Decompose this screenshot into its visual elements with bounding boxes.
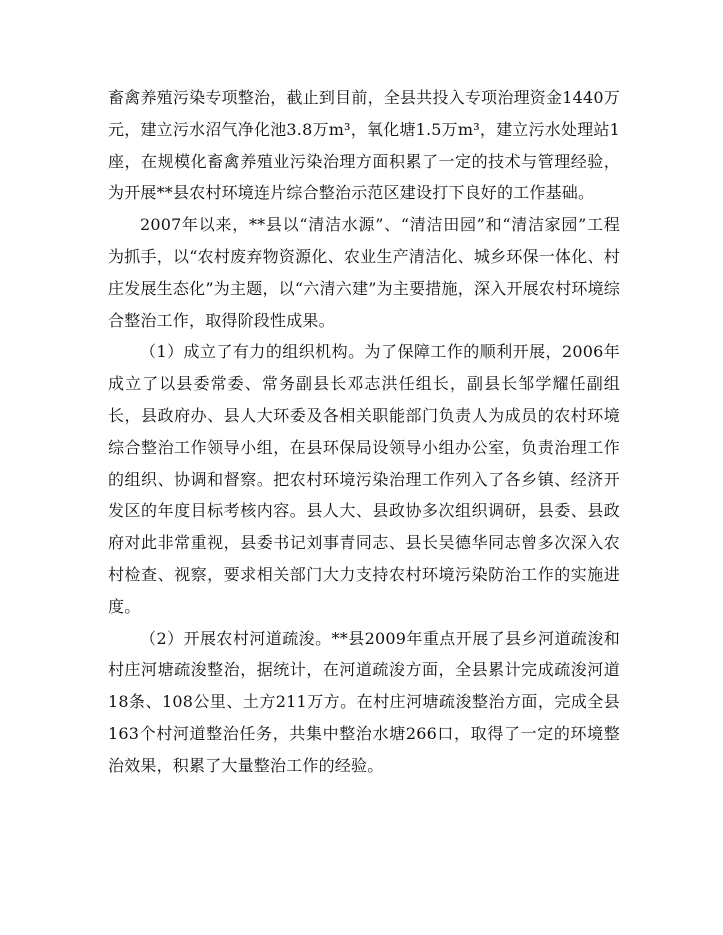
paragraph-organization: （1）成立了有力的组织机构。为了保障工作的顺利开展，2006年成立了以县委常委、常务副县长邓志洪任组长，副县长邹学耀任副组长，县政府办、县人大环委及各相关职能部门负责人为成员的农村环境综合整治工作领导小组，在县环保局设领导小组办公室，负责治理工作的组织、协调和督察。把农村环境污染治理工作列入了各乡镇、经济开发区的年度目标考核内容。县人大、县政协多次组织调研，县委、县政府对此非常重视，县委书记刘事青同志、县长吴德华同志曾多次深入农村检查、视察，要求相关部门大力支持农村环境污染防治工作的实施进度。: [108, 342, 620, 616]
document-body: [108, 82, 620, 782]
paragraph-continuation: 畜禽养殖污染专项整治，截止到目前，全县共投入专项治理资金1440万元，建立污水沼气净化池3.8万m³，氧化塘1.5万m³，建立污水处理站1座，在规模化畜禽养殖业污染治理方面积累了一定的技术与管理经验，为开展**县农村环境连片综合整治示范区建设打下良好的工作基础。: [108, 88, 620, 203]
paragraph-2007-overview: 2007年以来，**县以“清洁水源”、“清洁田园”和“清洁家园”工程为抓手，以“农村废弃物资源化、农业生产清洁化、城乡环保一体化、村庄发展生态化”为主题，以“六清六建”为主要措施，深入开展农村环境综合整治工作，取得阶段性成果。: [108, 215, 620, 330]
paragraph-river-dredging: （2）开展农村河道疏浚。**县2009年重点开展了县乡河道疏浚和村庄河塘疏浚整治，据统计，在河道疏浚方面，全县累计完成疏浚河道18条、108公里、土方211万方。在村庄河塘疏浚整治方面，完成全县163个村河道整治任务，共集中整治水塘266口，取得了一定的环境整治效果，积累了大量整治工作的经验。: [108, 628, 620, 775]
